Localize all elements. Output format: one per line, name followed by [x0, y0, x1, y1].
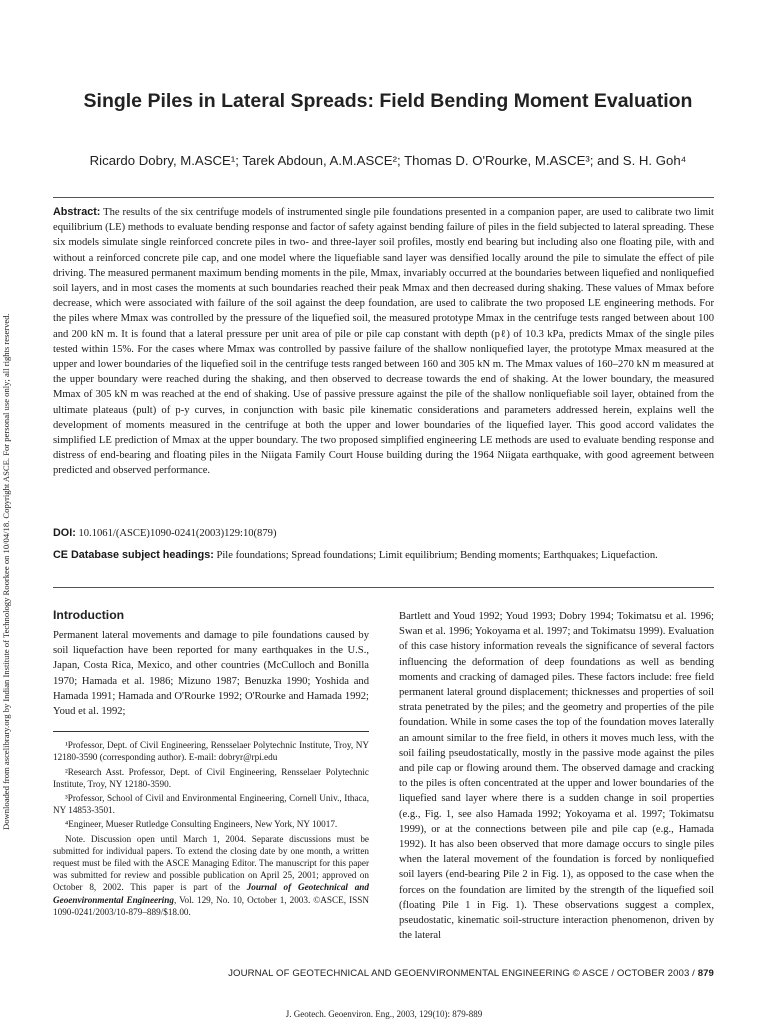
page-number: 879	[697, 968, 714, 979]
footnote-3: ³Professor, School of Civil and Environmental Engineering, Cornell Univ., Ithaca, NY 14853-3501.	[53, 793, 369, 816]
author-list: Ricardo Dobry, M.ASCE¹; Tarek Abdoun, A.M.ASCE²; Thomas D. O'Rourke, M.ASCE³; and S. H. Goh⁴	[89, 153, 687, 168]
header-divider	[53, 587, 714, 588]
note-text-pre: Note. Discussion open until March 1, 2004. Separate discussions must be submitted for individual papers. To extend the closing date by one month, a written request must be filed with the ASCE Managing Editor. The manuscript for this paper was submitted for review and possible publication on April 25, 2001; approved on October 8, 2002. This paper is part of the	[53, 833, 369, 893]
subject-headings	[53, 547, 714, 564]
doi-line	[53, 527, 714, 539]
journal-footer	[228, 968, 714, 979]
footnote-divider	[53, 731, 369, 732]
left-column	[53, 608, 369, 920]
intro-paragraph-right: Bartlett and Youd 1992; Youd 1993; Dobry 1994; Tokimatsu et al. 1996; Swan et al. 1996; Yokoyama et al. 1997; and Tokimatsu 1999). Evaluation of this case history information reveals the significance of several factors influencing the deformation of deep foundations as well as bending moments and cracking of damaged piles. These factors include: free field permanent lateral ground displacement; thicknesses and properties of soil strata penetrated by the piles; and the geometry and properties of the pile foundation. While in some cases the top of the foundation moves laterally an amount similar to the free field, in others it moves much less, with the soil failing pseudostatically, mostly in the passive mode against the piles and pile cap or flowing around them. The observed damage and cracking to the piles is often concentrated at the upper and lower boundaries of the liquefied sand layer where there is a sudden change in soil properties (e.g., Fig. 1, see also Hamada 1992; Yokoyama et al. 1997; Tokimatsu 1999), or at the connections between pile and pile cap (e.g., Hamada 1992). It has also been observed that more damage occurs to single piles when the lateral movement of the foundation is forced by nonliquefied soil layers (end-bearing Pile 2 in Fig. 1), as opposed to the case when the forces on the foundation are limited by the strength of the liquefied soil (floating Pile 1 in Fig. 1). These observations suggest a complex, pseudostatic, kinematic soil-structure interaction phenomenon, driven by the lateral	[399, 611, 714, 942]
discussion-note	[53, 833, 369, 918]
abstract-text: The results of the six centrifuge models of instrumented single pile foundations presented in a companion paper, are used to calibrate two limit equilibrium (LE) methods to evaluate bending response and factor of safety against bending failure of piles in the field subjected to lateral spreading. These six models simulate single reinforced concrete piles in two- and three-layer soil profiles, mostly end bearing but including also one floating pile, with and without a reinforced concrete pile cap, and one model where the liquefiable sand layer was densified locally around the pile to simulate the effect of pile driving. The measured permanent maximum bending moments in the pile, Mmax, invariably occurred at the boundaries between liquefied and nonliquefied soil layers, and in most cases the moments at such boundaries reached their peak Mmax and then decreased during shaking. These values of Mmax before decrease, which were associated with failure of the soil against the deep foundation, are used to calibrate the two proposed LE engineering methods. For the piles where Mmax was controlled by the pressure of the liquefied soil, the measured prototype Mmax in the centrifuge tests ranged between about 100 and 200 kN m. It is found that a lateral pressure per unit area of pile or pile cap constant with depth (pℓ) of 10.3 kPa, predicts Mmax of the single piles tested within 15%. For the cases where Mmax was controlled by passive failure of the shallow nonliquefied layer, the prototype Mmax measured at the upper and lower boundaries of the liquefied soil in the centrifuge tests ranged between 160 and 305 kN m. The Mmax values of 160–270 kN m measured at the upper boundary were reached during the shaking, and then observed to decrease towards the end of shaking. At the lower boundary, the measured Mmax of 305 kN m was reached at the end of shaking. Use of passive pressure against the pile of the shallow nonliquefiable soil layer, obtained from the ultimate plateaus (pult) of p-y curves, in conjunction with basic pile kinematic considerations and parameters addressed herein, explains well the development of moments measured in the centrifuge at both the upper and lower boundaries of the liquefied layer. This good accord validates the simplified LE prediction of Mmax at the upper boundary. The two proposed simplified engineering LE methods are used to evaluate bending response and distress of end-bearing and floating piles in the Niigata Family Court House building during the 1964 Niigata earthquake, with good agreement between predicted and observed performance.	[53, 207, 714, 477]
right-column	[399, 609, 714, 943]
footnote-4: ⁴Engineer, Mueser Rutledge Consulting Engineers, New York, NY 10017.	[65, 819, 338, 830]
intro-paragraph-left: Permanent lateral movements and damage to pile foundations caused by soil liquefaction have been reported for many earthquakes in the U.S., Japan, Costa Rica, Mexico, and other countries (McCulloch and Bonilla 1970; Hamada et al. 1986; Mizuno 1987; Benuzka 1990; Yoshida and Hamada 1991; Hamada and O'Rourke 1992; O'Rourke and Hamada 1992; Youd et al. 1992;	[53, 630, 369, 718]
abstract	[53, 205, 714, 479]
subject-headings-text: Pile foundations; Spread foundations; Limit equilibrium; Bending moments; Earthquakes; Liquefaction.	[216, 550, 658, 561]
introduction-heading: Introduction	[53, 608, 125, 622]
citation-line: J. Geotech. Geoenviron. Eng., 2003, 129(10): 879-889	[285, 1009, 483, 1019]
paper-title: Single Piles in Lateral Spreads: Field Bending Moment Evaluation	[83, 90, 693, 112]
doi-label: DOI:	[53, 527, 76, 539]
download-notice-text: Downloaded from ascelibrary.org by Indian Institute of Technology Roorkee on 10/04/18. Copyright ASCE. For personal use only; all rights reserved.	[1, 313, 11, 830]
doi-link[interactable]: 10.1061/(ASCE)1090-0241(2003)129:10(879)	[78, 528, 277, 539]
footer-journal: JOURNAL OF GEOTECHNICAL AND GEOENVIRONMENTAL ENGINEERING © ASCE / OCTOBER 2003 /	[228, 968, 698, 979]
note-journal-name: Journal of Geotechnical and Geoenvironmental Engineering	[53, 882, 370, 905]
note-text-post: , Vol. 129, No. 10, October 1, 2003. ©ASCE, ISSN 1090-0241/2003/10-879–889/$18.00.	[53, 894, 369, 917]
subject-headings-label: CE Database subject headings:	[53, 549, 214, 561]
top-divider	[53, 197, 714, 198]
abstract-label: Abstract:	[53, 206, 101, 218]
footnote-2: ²Research Asst. Professor, Dept. of Civil Engineering, Rensselaer Polytechnic Institute, Troy, NY 12180-3590.	[53, 766, 369, 789]
download-notice-sidebar	[1, 190, 15, 830]
footnote-1: ¹Professor, Dept. of Civil Engineering, Rensselaer Polytechnic Institute, Troy, NY 12180-3590 (corresponding author). E-mail: dobryr@rpi.edu	[53, 740, 369, 763]
